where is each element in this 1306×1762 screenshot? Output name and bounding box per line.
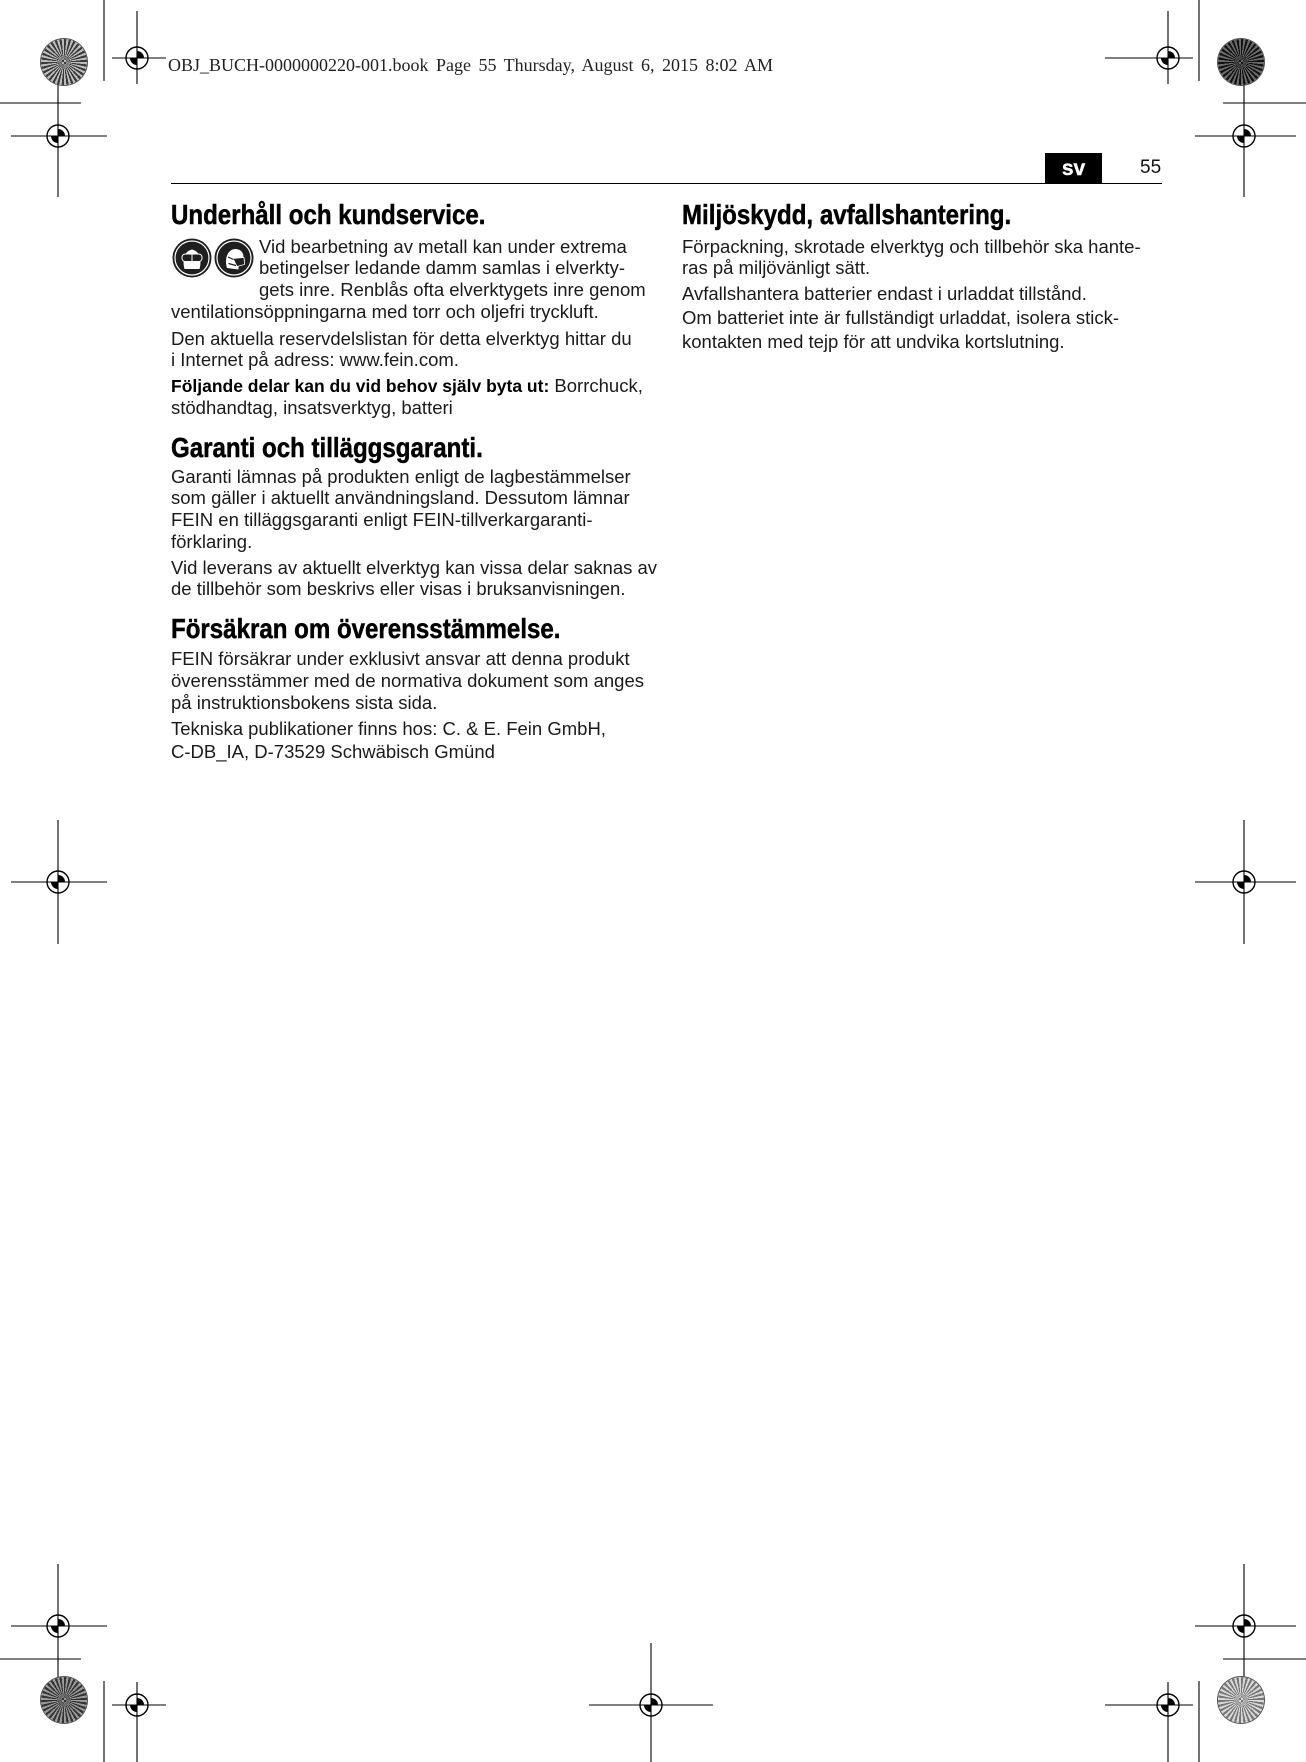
section-heading-environment <box>682 199 1160 231</box>
bold-lead-in: Följande delar kan du vid behov själv byta ut: <box>171 375 550 396</box>
registration-target <box>11 820 107 944</box>
text-line: betingelser ledande damm samlas i elverkty- <box>259 257 626 279</box>
paragraph-warranty <box>171 466 649 553</box>
text-line: Tekniska publikationer finns hos: C. & E. Fein GmbH, <box>171 717 606 739</box>
text-run: Borrchuck, <box>554 374 643 396</box>
section-heading-warranty <box>171 432 649 464</box>
text-line <box>171 375 649 397</box>
paragraph-maintenance-dust <box>171 236 649 323</box>
header-rule <box>171 183 1162 184</box>
registration-target <box>1105 11 1193 84</box>
registration-target <box>589 1643 713 1762</box>
text-line: Vid bearbetning av metall kan under extrema <box>259 235 627 257</box>
heading-text: Försäkran om överensstämmelse. <box>171 613 561 644</box>
heading-text: Miljöskydd, avfallshantering. <box>682 199 1012 230</box>
text-line: FEIN försäkrar under exklusivt ansvar att denna produkt <box>171 647 630 669</box>
paragraph-disposal <box>682 236 1160 279</box>
color-wheel-mark <box>41 1677 87 1723</box>
registration-target <box>1105 1682 1193 1762</box>
registration-target <box>112 1682 166 1762</box>
registration-target <box>11 1564 107 1688</box>
text-line: ras på miljövänligt sätt. <box>682 256 871 278</box>
paragraph-declaration <box>171 648 649 715</box>
text-line: Garanti lämnas på produkten enligt de lagbestämmelser <box>171 465 631 487</box>
language-tag-label: sv <box>1061 157 1086 180</box>
section-heading-maintenance <box>171 199 649 231</box>
print-slug: OBJ_BUCH-0000000220-001.book Page 55 Thursday, August 6, 2015 8:02 AM <box>168 55 774 75</box>
text-line: på instruktionsbokens sista sida. <box>171 692 438 714</box>
color-wheel-mark <box>1218 1677 1264 1723</box>
paragraph-battery-insulation <box>682 306 1160 353</box>
text-line: Förpackning, skrotade elverktyg och tillbehör ska hante- <box>682 235 1141 257</box>
text-line: som gäller i aktuellt användningsland. Dessutom lämnar <box>171 487 630 509</box>
text-line: ventilationsöppningarna med torr och oljefri tryckluft. <box>171 300 599 322</box>
registration-target <box>1195 1564 1296 1688</box>
paragraph-battery-disposal <box>682 283 1160 304</box>
text-line: överensstämmer med de normativa dokument som anges <box>171 669 644 691</box>
paragraph-replaceable-parts <box>171 375 649 419</box>
registration-target <box>1195 820 1296 944</box>
text-line: Om batteriet inte är fullständigt urladdat, isolera stick- <box>682 307 1119 329</box>
text-line: i Internet på adress: www.fein.com. <box>171 348 459 370</box>
paragraph-technical-documents <box>171 717 649 764</box>
text-line: Vid leverans av aktuellt elverktyg kan vissa delar saknas av <box>171 556 658 578</box>
registration-target <box>11 73 107 197</box>
text-line: C-DB_IA, D-73529 Schwäbisch Gmünd <box>171 741 495 763</box>
section-heading-declaration <box>171 613 649 645</box>
text-line: Avfallshantera batterier endast i urladdat tillstånd. <box>682 282 1087 304</box>
heading-text: Garanti och tilläggsgaranti. <box>171 432 483 463</box>
paragraph-spare-parts <box>171 328 649 371</box>
registration-target <box>112 11 166 84</box>
text-line: stödhandtag, insatsverktyg, batteri <box>171 396 453 418</box>
text-line: gets inre. Renblås ofta elverktygets inre genom <box>259 278 646 300</box>
paragraph-delivery-scope <box>171 556 658 600</box>
page-number: 55 <box>1140 157 1162 178</box>
language-tag <box>1045 153 1102 184</box>
registration-target <box>1195 73 1296 197</box>
text-line: Den aktuella reservdelslistan för detta elverktyg hittar du <box>171 327 632 349</box>
color-wheel-mark <box>1218 39 1264 85</box>
heading-text: Underhåll och kundservice. <box>171 199 486 230</box>
text-line: förklaring. <box>171 530 253 552</box>
text-line: kontakten med tejp för att undvika kortslutning. <box>682 330 1065 352</box>
text-line: FEIN en tilläggsgaranti enligt FEIN-tillverkargaranti- <box>171 508 593 530</box>
text-line: de tillbehör som beskrivs eller visas i bruksanvisningen. <box>171 577 626 599</box>
color-wheel-mark <box>41 39 87 85</box>
